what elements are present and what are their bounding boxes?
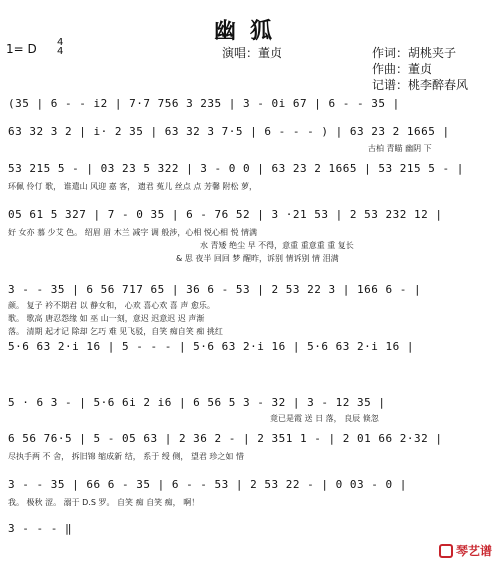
singer-credit: 演唱：董贞 <box>222 46 283 60</box>
notation-row: (35 | 6 - - i2 | 7·7 756 3 235 | 3 - 0i 67 | 6 - - 35 | <box>8 97 400 110</box>
time-signature <box>57 38 63 56</box>
notation-row: 3 - - 35 | 66 6 - 35 | 6 - - 53 | 2 53 22 - | 0 03 - 0 | <box>8 478 407 491</box>
notation-row: 5 · 6 3 - | 5·6 6i 2 i6 | 6 56 5 3 - 32 | 3 - 12 35 | <box>8 396 386 409</box>
lyric-line: 竟已是霞 送 日 落， 良辰 倏忽 <box>270 414 379 423</box>
notation-row: 3 - - 35 | 6 56 717 65 | 36 6 - 53 | 2 53 22 3 | 166 6 - | <box>8 283 422 296</box>
lyric-line: 我。 极秋 涩。 溺于 D.S 罗。 自笑 痴 自笑 痴， 啊！ <box>8 498 200 507</box>
composer-credit: 作曲：董贞 <box>372 62 433 76</box>
lyric-line: 颜。 复子 衿不期君 以 静女和， 心欢 喜心欢 喜 声 愈乐。 <box>8 301 215 310</box>
lyric-line: 尽执手两 不 舍， 拆旧锦 缩成新 结， 系于 绶 侧， 望君 珍之如 惜 <box>8 452 244 461</box>
notation-row: 3 - - - ‖ <box>8 522 73 535</box>
lyric-line: 环佩 伶仃 歌， 谁遣山 风迎 嘉 客， 遗君 菟儿 丝点 点 芳馨 附松 萝， <box>8 182 258 191</box>
time-signature-bottom: 4 <box>57 46 64 57</box>
lyric-line: 好 女亦 慕 少艾 色。 绍眉 眉 木兰 减字 调 般涉，心相 悦心相 悦 情满 <box>8 228 258 237</box>
notation-row: 63 32 3 2 | i· 2 35 | 63 32 3 7·5 | 6 - - - ) | 63 23 2 1665 | <box>8 125 450 138</box>
logo-text: 琴艺谱 <box>455 544 492 558</box>
lyric-line: 落。 清期 起才记 除却 乞巧 难 见飞驳，自笑 痴自笑 痴 挑红 <box>8 327 223 336</box>
notation-row: 5·6 63 2·i 16 | 5 - - - | 5·6 63 2·i 16 | 5·6 63 2·i 16 | <box>8 340 414 353</box>
lyric-line: 古柏 青瞄 幽阴 下 <box>368 144 432 153</box>
lyric-line: & 思 夜半 回回 梦 醒昨，诉别 情诉别 情 泪满 <box>176 254 339 263</box>
site-logo[interactable] <box>439 542 492 559</box>
lyric-line: 歌。 歌高 唐忍怨缘 如 巫 山一刻，意迟 迟意迟 迟 声渐 <box>8 314 205 323</box>
lyricist-credit: 作词：胡桃夹子 <box>372 46 457 60</box>
lyric-line: 水 青矮 绝尘 早 不得，意重 重意重 重 复长 <box>200 241 354 250</box>
notation-row: 6 56 76·5 | 5 - 05 63 | 2 36 2 - | 2 351 1 - | 2 01 66 2·32 | <box>8 432 443 445</box>
notation-row: 53 215 5 - | 03 23 5 322 | 3 - 0 0 | 63 23 2 1665 | 53 215 5 - | <box>8 162 464 175</box>
notation-row: 05 61 5 327 | 7 - 0 35 | 6 - 76 52 | 3 ·21 53 | 2 53 232 12 | <box>8 208 443 221</box>
time-signature-top: 4 <box>57 37 64 48</box>
song-title: 幽狐 <box>213 18 286 44</box>
transcriber-credit: 记谱：桃李醉春风 <box>372 78 469 92</box>
logo-icon <box>439 544 453 558</box>
key-signature: 1= D <box>6 42 37 56</box>
